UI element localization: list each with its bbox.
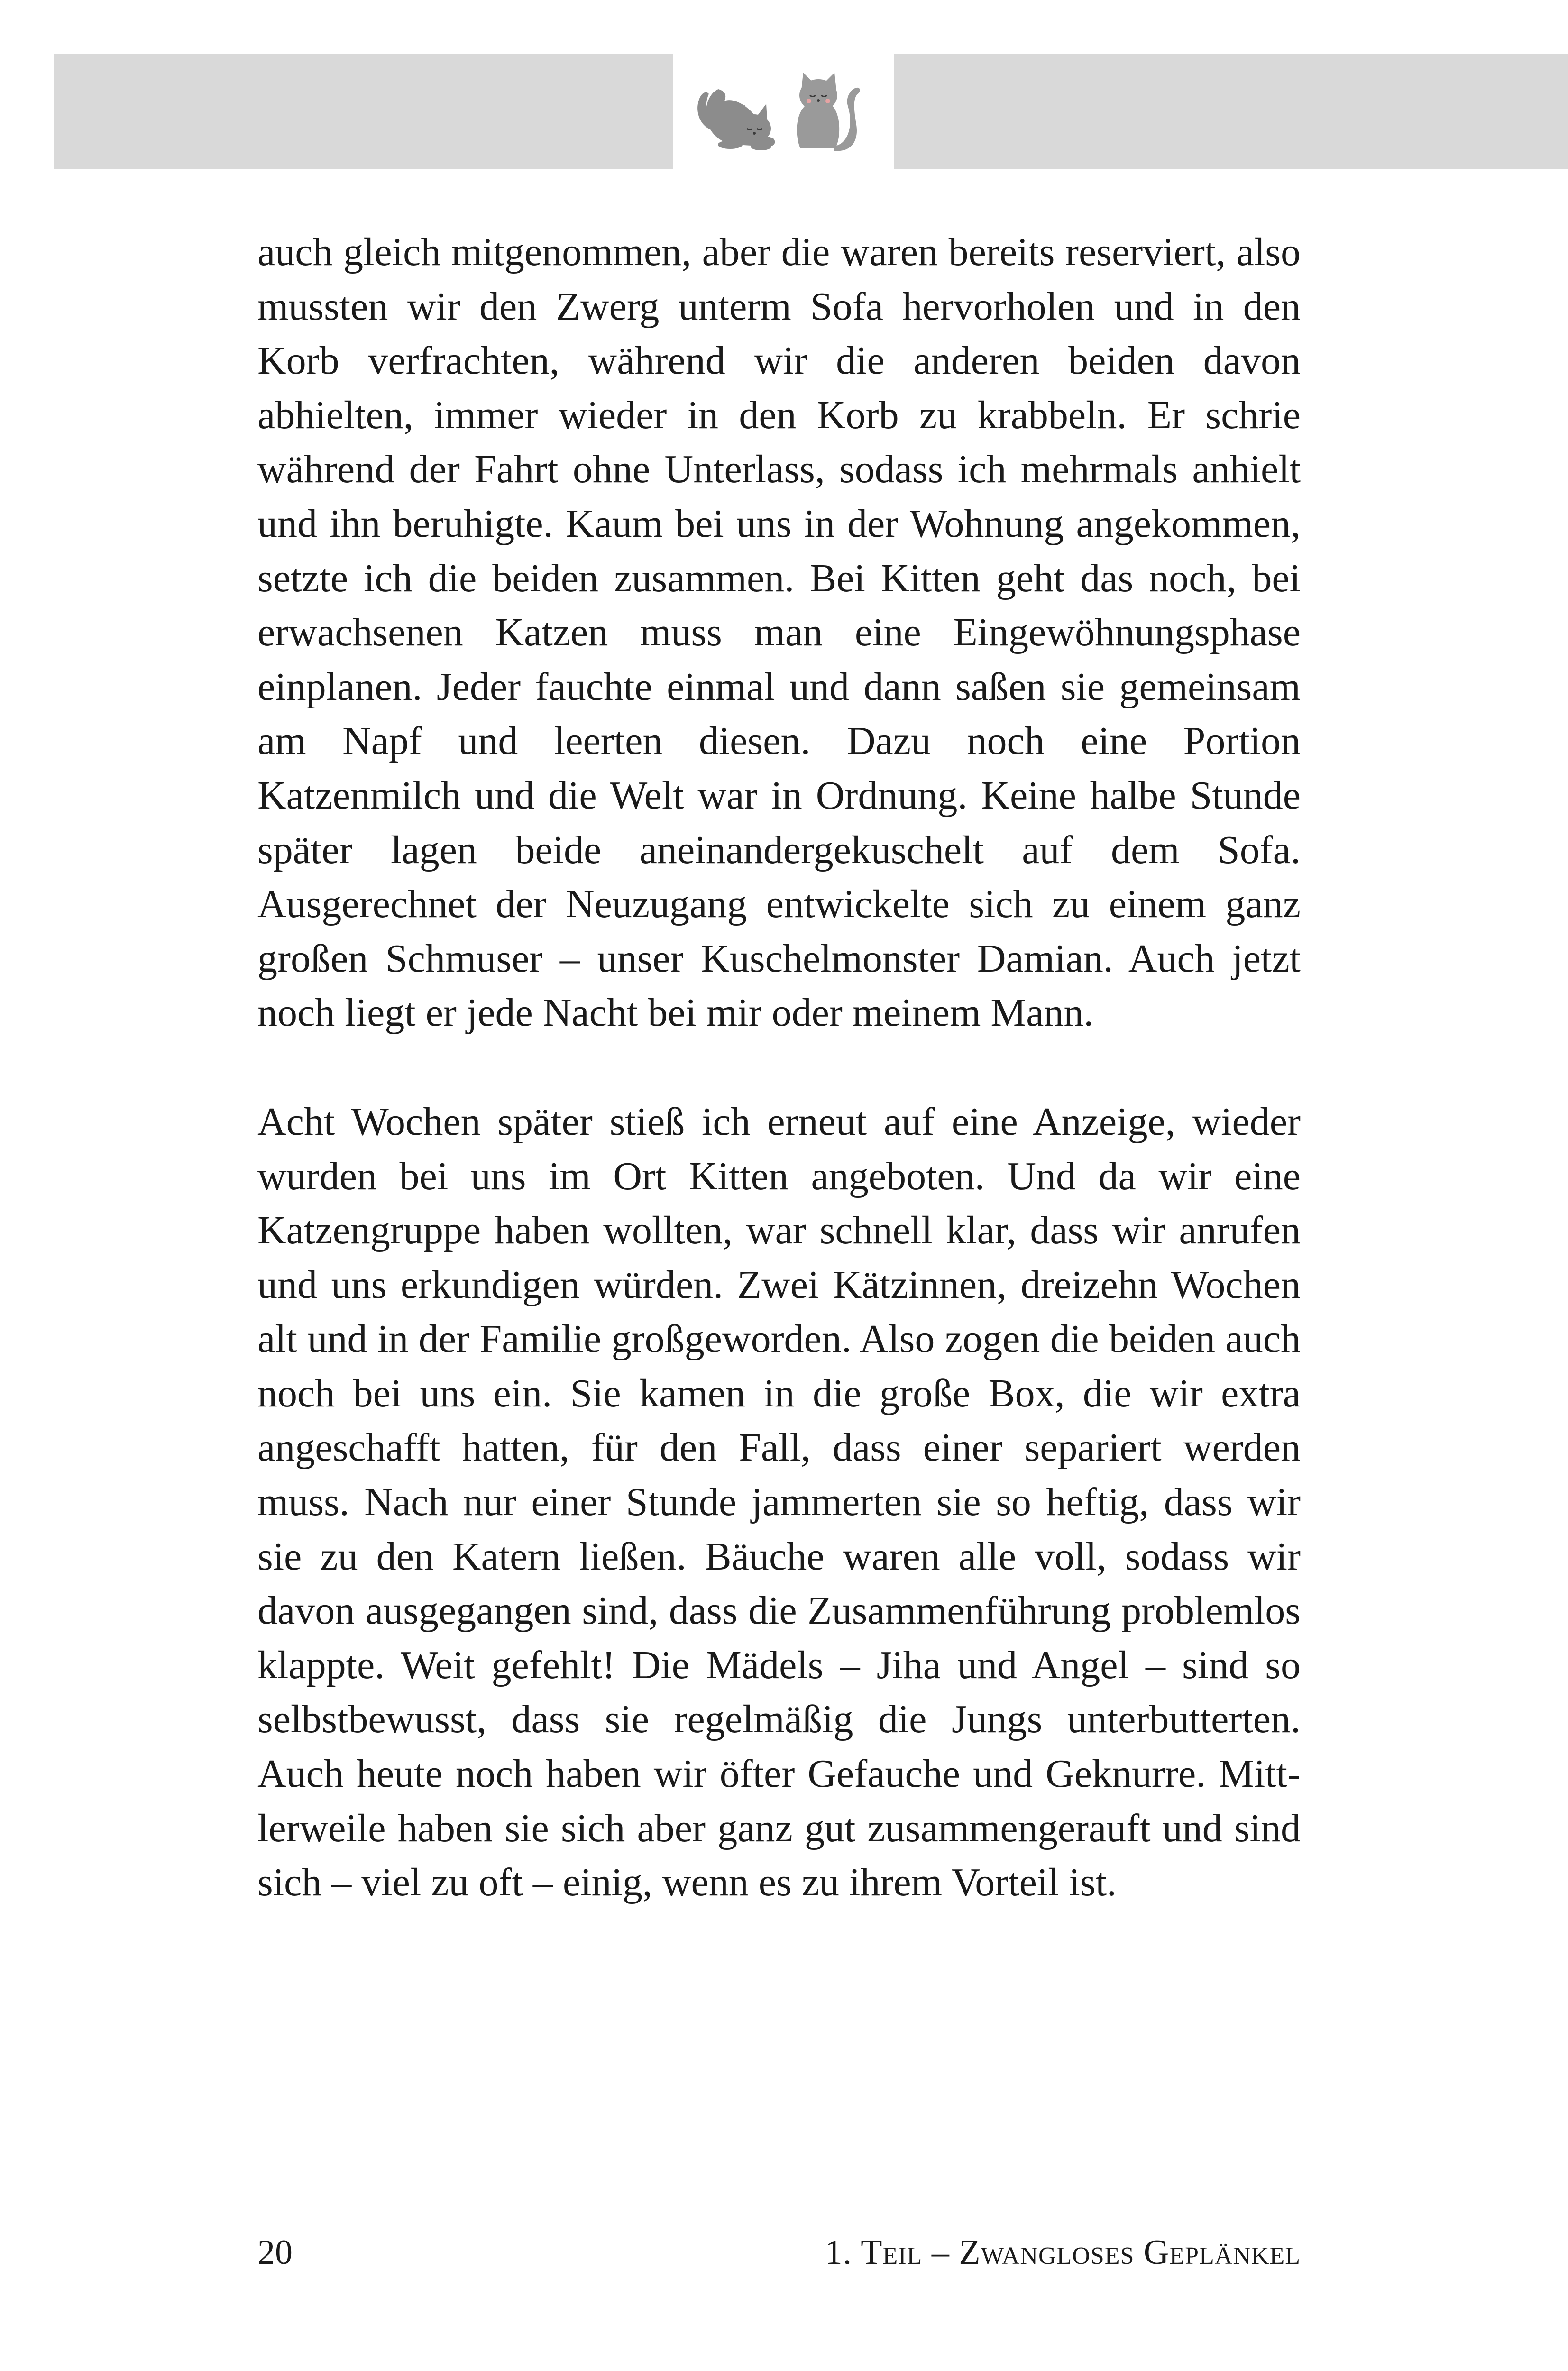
body-text: [257, 225, 1301, 1910]
paragraph-2: Acht Wochen später stieß ich erneut auf eine Anzeige, wieder wurden bei uns im Ort Kitten angeboten. Und da wir eine Katzengruppe haben wollten, war schnell klar, dass wir anrufen und uns erkundigen würden. Zwei Kätzinnen, dreizehn Wochen alt und in der Familie großgeworden. Also zogen die beiden auch noch bei uns ein. Sie kamen in die große Box, die wir extra angeschafft hatten, für den Fall, dass einer separiert werden muss. Nach nur einer Stunde jammerten sie so heftig, dass wir sie zu den Katern ließen. Bäuche waren alle voll, sodass wir davon ausgegangen sind, dass die Zusammenführung problemlos klappte. Weit gefehlt! Die Mädels – Jiha und Angel – sind so selbstbewusst, dass sie regelmäßig die Jungs unterbutterten. Auch heute noch haben wir öfter Gefauche und Geknurre. Mittlerweile haben sie sich aber ganz gut zusammengerauft und sind sich – viel zu oft – einig, wenn es zu ihrem Vorteil ist.: [257, 1099, 1301, 1905]
paragraph-1: auch gleich mitgenommen, aber die waren bereits reserviert, also mussten wir den Zwerg unterm Sofa hervorholen und in den Korb verfrachten, während wir die anderen beiden davon abhielten, immer wieder in den Korb zu krabbeln. Er schrie während der Fahrt ohne Unterlass, sodass ich mehrmals anhielt und ihn beruhigte. Kaum bei uns in der Wohnung angekommen, setzte ich die beiden zusammen. Bei Kitten geht das noch, bei erwachsenen Katzen muss man eine Eingewöhnungsphase einplanen. Jeder fauchte einmal und dann saßen sie gemeinsam am Napf und leerten diesen. Dazu noch eine Portion Katzenmilch und die Welt war in Ordnung. Keine halbe Stunde später lagen beide aneinandergekuschelt auf dem Sofa. Ausgerechnet der Neuzugang entwickelte sich zu einem ganz großen Schmuser – unser Kuschelmonster Damian. Auch jetzt noch liegt er jede Nacht bei mir oder meinem Mann.: [257, 230, 1301, 1035]
running-head: 1. Teil – Zwangloses Geplänkel: [825, 2233, 1301, 2272]
two-cats-icon: [673, 54, 894, 169]
header-emblem: [673, 54, 894, 169]
page-number: 20: [257, 2233, 293, 2272]
